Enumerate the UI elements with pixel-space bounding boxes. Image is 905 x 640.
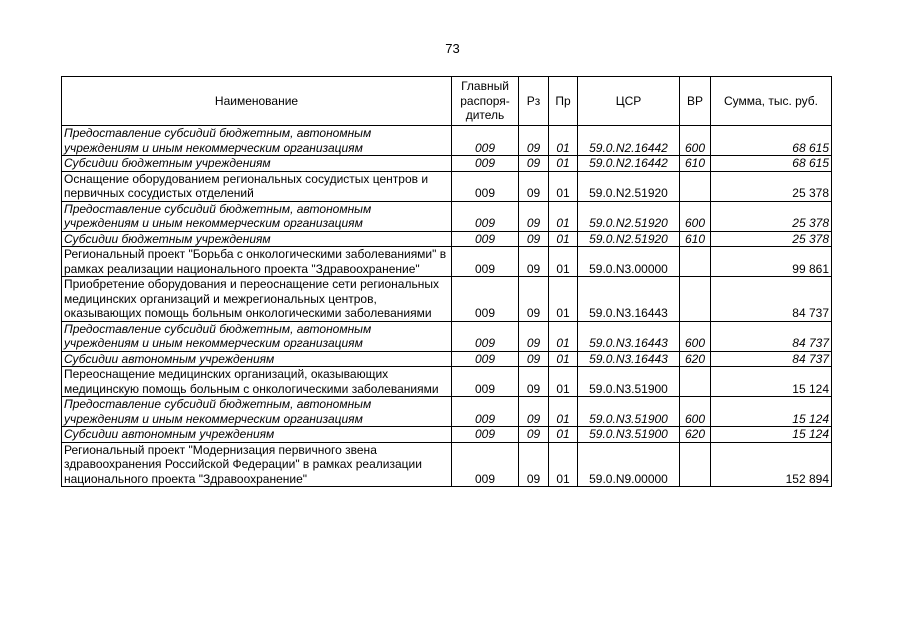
cell-chief-manager: 009 (452, 321, 519, 351)
cell-pr: 01 (549, 126, 578, 156)
cell-name: Предоставление субсидий бюджетным, автономным учреждениям и иным некоммерческим организациям (62, 201, 452, 231)
cell-rz: 09 (519, 367, 549, 397)
cell-name: Региональный проект "Борьба с онкологическими заболеваниями" в рамках реализации национального проекта "Здравоохранение" (62, 247, 452, 277)
cell-sum: 15 124 (711, 427, 832, 443)
cell-vr: 610 (680, 231, 711, 247)
header-rz: Рз (519, 77, 549, 126)
table-header-row (62, 77, 832, 126)
cell-pr: 01 (549, 427, 578, 443)
cell-chief-manager: 009 (452, 156, 519, 172)
cell-csr: 59.0.N3.51900 (578, 427, 680, 443)
cell-sum: 25 378 (711, 201, 832, 231)
cell-vr (680, 442, 711, 487)
cell-rz: 09 (519, 126, 549, 156)
cell-sum: 84 737 (711, 351, 832, 367)
header-vr: ВР (680, 77, 711, 126)
table-row (62, 201, 832, 231)
cell-chief-manager: 009 (452, 171, 519, 201)
cell-pr: 01 (549, 277, 578, 322)
cell-csr: 59.0.N3.16443 (578, 351, 680, 367)
cell-vr: 600 (680, 201, 711, 231)
cell-vr (680, 277, 711, 322)
cell-name: Приобретение оборудования и переоснащение сети региональных медицинских организаций и межрегиональных центров, оказывающих помощь больным онкологическими заболеваниями (62, 277, 452, 322)
cell-vr (680, 171, 711, 201)
cell-chief-manager: 009 (452, 367, 519, 397)
table-row (62, 351, 832, 367)
cell-vr: 600 (680, 321, 711, 351)
table-row (62, 442, 832, 487)
cell-vr (680, 367, 711, 397)
cell-chief-manager: 009 (452, 351, 519, 367)
cell-chief-manager: 009 (452, 427, 519, 443)
cell-rz: 09 (519, 247, 549, 277)
cell-sum: 68 615 (711, 156, 832, 172)
table-row (62, 367, 832, 397)
cell-chief-manager: 009 (452, 277, 519, 322)
cell-name: Переоснащение медицинских организаций, оказывающих медицинскую помощь больным с онкологическими заболеваниями (62, 367, 452, 397)
cell-sum: 15 124 (711, 397, 832, 427)
cell-vr: 610 (680, 156, 711, 172)
cell-name: Субсидии автономным учреждениям (62, 427, 452, 443)
cell-pr: 01 (549, 201, 578, 231)
cell-sum: 84 737 (711, 277, 832, 322)
cell-csr: 59.0.N3.51900 (578, 367, 680, 397)
table-row (62, 277, 832, 322)
cell-rz: 09 (519, 397, 549, 427)
cell-sum: 152 894 (711, 442, 832, 487)
cell-vr: 600 (680, 397, 711, 427)
cell-rz: 09 (519, 171, 549, 201)
cell-pr: 01 (549, 231, 578, 247)
cell-csr: 59.0.N2.16442 (578, 156, 680, 172)
cell-pr: 01 (549, 156, 578, 172)
table-row (62, 397, 832, 427)
cell-pr: 01 (549, 442, 578, 487)
cell-chief-manager: 009 (452, 231, 519, 247)
table-row (62, 247, 832, 277)
cell-rz: 09 (519, 277, 549, 322)
table-row (62, 231, 832, 247)
table-row (62, 427, 832, 443)
cell-pr: 01 (549, 247, 578, 277)
cell-vr: 620 (680, 351, 711, 367)
cell-sum: 25 378 (711, 171, 832, 201)
cell-chief-manager: 009 (452, 201, 519, 231)
cell-name: Субсидии бюджетным учреждениям (62, 231, 452, 247)
cell-name: Предоставление субсидий бюджетным, автономным учреждениям и иным некоммерческим организациям (62, 321, 452, 351)
cell-rz: 09 (519, 442, 549, 487)
table-row (62, 126, 832, 156)
cell-csr: 59.0.N9.00000 (578, 442, 680, 487)
cell-rz: 09 (519, 351, 549, 367)
cell-name: Предоставление субсидий бюджетным, автономным учреждениям и иным некоммерческим организациям (62, 126, 452, 156)
budget-table (61, 76, 832, 487)
cell-pr: 01 (549, 351, 578, 367)
cell-sum: 84 737 (711, 321, 832, 351)
cell-name: Субсидии автономным учреждениям (62, 351, 452, 367)
cell-name: Региональный проект "Модернизация первичного звена здравоохранения Российской Федерации" в рамках реализации национального проекта "Здравоохранение" (62, 442, 452, 487)
cell-rz: 09 (519, 201, 549, 231)
cell-name: Предоставление субсидий бюджетным, автономным учреждениям и иным некоммерческим организациям (62, 397, 452, 427)
cell-rz: 09 (519, 231, 549, 247)
table-row (62, 156, 832, 172)
cell-rz: 09 (519, 427, 549, 443)
cell-pr: 01 (549, 367, 578, 397)
cell-chief-manager: 009 (452, 442, 519, 487)
cell-csr: 59.0.N3.51900 (578, 397, 680, 427)
cell-csr: 59.0.N2.51920 (578, 201, 680, 231)
cell-pr: 01 (549, 397, 578, 427)
cell-csr: 59.0.N3.00000 (578, 247, 680, 277)
cell-chief-manager: 009 (452, 247, 519, 277)
cell-vr (680, 247, 711, 277)
cell-chief-manager: 009 (452, 126, 519, 156)
table-row (62, 321, 832, 351)
cell-vr: 600 (680, 126, 711, 156)
cell-csr: 59.0.N2.51920 (578, 231, 680, 247)
header-csr: ЦСР (578, 77, 680, 126)
table-row (62, 171, 832, 201)
cell-rz: 09 (519, 156, 549, 172)
cell-sum: 68 615 (711, 126, 832, 156)
cell-rz: 09 (519, 321, 549, 351)
page-number: 73 (445, 41, 460, 56)
cell-pr: 01 (549, 321, 578, 351)
header-name: Наименование (62, 77, 452, 126)
cell-name: Субсидии бюджетным учреждениям (62, 156, 452, 172)
cell-vr: 620 (680, 427, 711, 443)
header-sum: Сумма, тыс. руб. (711, 77, 832, 126)
header-pr: Пр (549, 77, 578, 126)
cell-csr: 59.0.N3.16443 (578, 321, 680, 351)
cell-sum: 99 861 (711, 247, 832, 277)
cell-chief-manager: 009 (452, 397, 519, 427)
cell-csr: 59.0.N2.51920 (578, 171, 680, 201)
cell-pr: 01 (549, 171, 578, 201)
cell-sum: 25 378 (711, 231, 832, 247)
header-chief-manager: Главный распоря-дитель (452, 77, 519, 126)
cell-csr: 59.0.N3.16443 (578, 277, 680, 322)
cell-csr: 59.0.N2.16442 (578, 126, 680, 156)
cell-sum: 15 124 (711, 367, 832, 397)
cell-name: Оснащение оборудованием региональных сосудистых центров и первичных сосудистых отделений (62, 171, 452, 201)
